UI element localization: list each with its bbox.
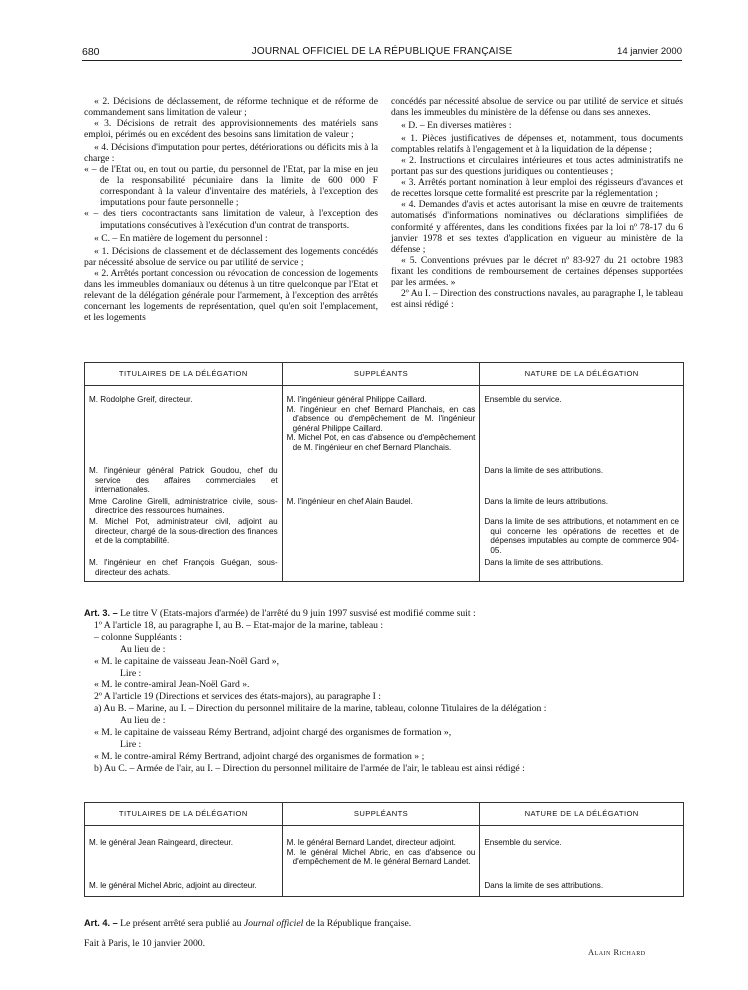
left-column bbox=[84, 96, 378, 323]
article-line: « M. le contre-amiral Jean-Noël Gard ». bbox=[94, 679, 250, 691]
place-date: Fait à Paris, le 10 janvier 2000. bbox=[84, 938, 206, 949]
paragraph: « 2. Arrêtés portant concession ou révocation de concession de logements dans les immeubles domaniaux ou détenus à un titre quelconque par l'Etat et relevant de la délégation générale pour l'armement, à l'exception des arrêtés concernant les logements de représentation, quel qu'en soit l'emplacement, et les logements bbox=[84, 267, 378, 323]
suppleant-entry: M. le général Bernard Landet, directeur adjoint. bbox=[286, 838, 456, 847]
suppleant-entry: M. l'ingénieur en chef Alain Baudel. bbox=[286, 496, 413, 506]
nature-entry: Dans la limite de ses attributions. bbox=[484, 466, 604, 475]
nature-entry: Ensemble du service. bbox=[484, 395, 562, 404]
column-header-suppleants: SUPPLÉANTS bbox=[282, 803, 480, 826]
paragraph: « 4. Décisions d'imputation pour pertes, détériorations ou déficits mis à la charge : bbox=[84, 142, 378, 165]
titulaire-entry: M. l'ingénieur général Patrick Goudou, chef du service des affaires commerciales et internationales. bbox=[89, 466, 278, 495]
paragraph: « – de l'Etat ou, en tout ou partie, du personnel de l'Etat, par la mise en jeu de la responsabilité pécuniaire dans la limite de 600 000 F correspondant à la valeur d'inventaire des matériels, à l'exception des imputations pour faute personnelle ; bbox=[84, 164, 378, 209]
right-column bbox=[391, 96, 683, 310]
article-line: « M. le contre-amiral Rémy Bertrand, adjoint chargé des organismes de formation » ; bbox=[94, 750, 425, 762]
article-line: Lire : bbox=[120, 738, 142, 750]
table-header-row bbox=[85, 803, 684, 826]
suppleant-entry: M. le général Michel Abric, en cas d'absence ou d'empêchement de M. le général Bernard Landet. bbox=[286, 847, 476, 867]
article-line: 2º A l'article 19 (Directions et services des états-majors), au paragraphe I : bbox=[94, 691, 381, 703]
table-header-row bbox=[85, 363, 684, 386]
journal-name: Journal officiel bbox=[243, 918, 304, 929]
titulaire-entry: Mme Caroline Girelli, administratrice civile, sous-directrice des ressources humaines. bbox=[89, 496, 278, 516]
suppleant-entry: M. Michel Pot, en cas d'absence ou d'empêchement de M. l'ingénieur en chef Bernard Planchais. bbox=[286, 433, 476, 452]
table-row bbox=[85, 826, 684, 877]
delegation-table-naval bbox=[84, 362, 684, 582]
paragraph: « 4. Demandes d'avis et actes autorisant la mise en œuvre de traitements automatisés d'informations nominatives ou déclarations simplifiées de conformité y afférentes, dans les conditions fixées par la loi nº 78-17 du 6 janvier 1978 et ses textes d'application en vigueur au ministère de la défense ; bbox=[391, 199, 683, 255]
paragraph: 2º Au I. – Direction des constructions navales, au paragraphe I, le tableau est ainsi rédigé : bbox=[391, 287, 683, 310]
titulaire-entry: M. le général Michel Abric, adjoint au directeur. bbox=[89, 881, 257, 890]
column-header-titulaires: TITULAIRES DE LA DÉLÉGATION bbox=[85, 363, 283, 386]
table-row bbox=[85, 386, 684, 464]
suppleant-entry: M. l'ingénieur en chef Bernard Planchais, en cas d'absence ou d'empêchement de M. l'ingénieur général Philippe Caillard. bbox=[286, 404, 476, 433]
article-label: Art. 3. – bbox=[84, 608, 118, 618]
paragraph: « 3. Arrêtés portant nomination à leur emploi des régisseurs d'avances et de recettes lorsque cette formalité est prescrite par la réglementation ; bbox=[391, 177, 683, 200]
delegation-table-air bbox=[84, 802, 684, 897]
article-line: 1º A l'article 18, au paragraphe I, au B. – Etat-major de la marine, tableau : bbox=[94, 619, 384, 631]
article-line: « M. le capitaine de vaisseau Rémy Bertrand, adjoint chargé des organismes de formation », bbox=[94, 727, 452, 739]
titulaire-entry: M. Rodolphe Greif, directeur. bbox=[89, 395, 193, 404]
article-line: a) Au B. – Marine, au I. – Direction du personnel militaire de la marine, tableau, colonne Titulaires de la délégation : bbox=[94, 703, 547, 715]
titulaire-entry: M. l'ingénieur en chef François Guégan, sous-directeur des achats. bbox=[89, 558, 278, 577]
table-row bbox=[85, 516, 684, 555]
column-header-nature: NATURE DE LA DÉLÉGATION bbox=[480, 803, 684, 826]
article-3-intro: Art. 3. – Le titre V (Etats-majors d'armée) de l'arrêté du 9 juin 1997 susvisé est modifié comme suit : bbox=[84, 608, 476, 619]
header-rule bbox=[82, 60, 682, 61]
column-header-nature: NATURE DE LA DÉLÉGATION bbox=[480, 363, 684, 386]
table-row bbox=[85, 876, 684, 896]
article-4 bbox=[84, 918, 684, 930]
article-3 bbox=[84, 608, 684, 775]
issue-date: 14 janvier 2000 bbox=[617, 46, 682, 57]
titulaire-entry: M. Michel Pot, administrateur civil, adjoint au directeur, chargé de la sous-direction des finances et de la comptabilité. bbox=[89, 516, 278, 546]
article-4-text: Art. 4. – Le présent arrêté sera publié au Journal officiel de la République française. bbox=[84, 918, 412, 929]
paragraph: « C. – En matière de logement du personnel : bbox=[94, 232, 268, 244]
paragraph: « 1. Pièces justificatives de dépenses et, notamment, tous documents comptables relatifs à l'engagement et à la liquidation de la dépense ; bbox=[391, 133, 683, 156]
paragraph: « 5. Conventions prévues par le décret nº 83-927 du 21 octobre 1983 fixant les conditions de remboursement de certaines dépenses supportées par les armées. » bbox=[391, 254, 683, 288]
paragraph: « 1. Décisions de classement et de déclassement des logements concédés par nécessité absolue de service ou par utilité de service ; bbox=[84, 245, 378, 268]
article-line: b) Au C. – Armée de l'air, au I. – Direction du personnel militaire de l'armée de l'air, le tableau est ainsi rédigé : bbox=[94, 762, 525, 774]
table-row bbox=[85, 555, 684, 581]
article-line: Au lieu de : bbox=[120, 643, 166, 655]
suppleant-entry: M. l'ingénieur général Philippe Caillard. bbox=[286, 395, 427, 404]
page-number: 680 bbox=[82, 46, 100, 58]
table-row bbox=[85, 463, 684, 495]
column-header-titulaires: TITULAIRES DE LA DÉLÉGATION bbox=[85, 803, 283, 826]
article-line: – colonne Suppléants : bbox=[94, 631, 182, 643]
article-line: Au lieu de : bbox=[120, 715, 166, 727]
article-line: Lire : bbox=[120, 667, 142, 679]
signature: Alain Richard bbox=[588, 948, 646, 957]
paragraph: « 2. Décisions de déclassement, de réforme technique et de réforme de commandement sans limitation de valeur ; bbox=[84, 96, 378, 119]
table-row bbox=[85, 495, 684, 516]
journal-title: JOURNAL OFFICIEL DE LA RÉPUBLIQUE FRANÇAISE bbox=[251, 46, 513, 57]
paragraph: « – des tiers cocontractants sans limitation de valeur, à l'exception des imputations consécutives à l'exécution d'un contrat de transports. bbox=[84, 208, 378, 231]
nature-entry: Dans la limite de ses attributions. bbox=[484, 881, 604, 890]
column-header-suppleants: SUPPLÉANTS bbox=[282, 363, 480, 386]
paragraph: « D. – En diverses matières : bbox=[401, 120, 512, 132]
nature-entry: Dans la limite de ses attributions. bbox=[484, 558, 604, 568]
nature-entry: Dans la limite de ses attributions, et notamment en ce qui concerne les opérations de recettes et de dépenses imputables au compte de commerce 904-05. bbox=[484, 516, 679, 555]
nature-entry: Dans la limite de leurs attributions. bbox=[484, 496, 609, 506]
titulaire-entry: M. le général Jean Raingeard, directeur. bbox=[89, 838, 233, 847]
paragraph: concédés par nécessité absolue de service ou par utilité de service et situés dans les immeubles du ministère de la défense ou dans ses annexes. bbox=[391, 96, 683, 119]
paragraph: « 3. Décisions de retrait des approvisionnements des matériels sans emploi, périmés ou en excédent des besoins sans limitation de valeur ; bbox=[84, 118, 378, 141]
article-line: « M. le capitaine de vaisseau Jean-Noël Gard », bbox=[94, 655, 280, 667]
paragraph: « 2. Instructions et circulaires intérieures et tous actes administratifs ne portant pas sur des questions juridiques ou contentieuses ; bbox=[391, 155, 683, 178]
nature-entry: Ensemble du service. bbox=[484, 838, 562, 847]
article-label: Art. 4. – bbox=[84, 918, 118, 928]
